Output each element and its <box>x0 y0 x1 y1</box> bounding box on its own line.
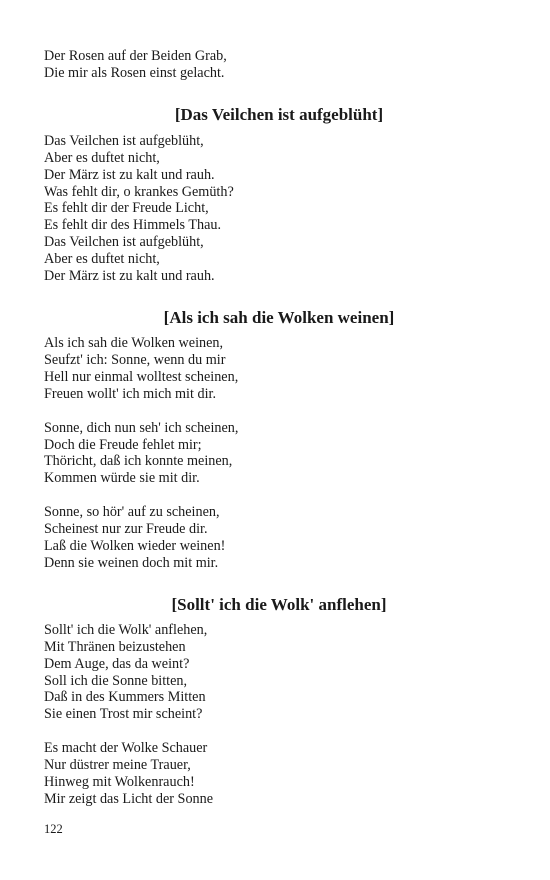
verse-line: Hell nur einmal wolltest scheinen, <box>44 368 239 385</box>
verse-line: Die mir als Rosen einst gelacht. <box>44 64 225 81</box>
stanza <box>44 740 514 808</box>
stanza <box>44 622 514 723</box>
verse-line: Das Veilchen ist aufgeblüht, <box>44 132 204 149</box>
verse-line: Freuen wollt' ich mich mit dir. <box>44 385 216 402</box>
verse-line: Nur düstrer meine Trauer, <box>44 757 191 774</box>
verse-line: Daß in des Kummers Mitten <box>44 689 206 706</box>
stanza <box>44 504 514 572</box>
poem-wolken-weinen <box>44 307 514 572</box>
stanza <box>44 335 514 403</box>
verse-line: Sie einen Trost mir scheint? <box>44 706 203 723</box>
verse-line: Doch die Freude fehlet mir; <box>44 436 202 453</box>
verse-line: Mit Thränen beizustehen <box>44 638 186 655</box>
verse-line: Kommen würde sie mit dir. <box>44 470 200 487</box>
verse-line: Dem Auge, das da weint? <box>44 655 190 672</box>
verse-line: Als ich sah die Wolken weinen, <box>44 334 224 351</box>
stanza <box>44 420 514 488</box>
verse-line: Aber es duftet nicht, <box>44 149 160 166</box>
verse-line: Seufzt' ich: Sonne, wenn du mir <box>44 351 226 368</box>
stanza <box>44 133 514 285</box>
stanza <box>44 48 514 82</box>
verse-line: Der März ist zu kalt und rauh. <box>44 166 215 183</box>
page-body <box>44 48 514 808</box>
verse-line: Laß die Wolken wieder weinen! <box>44 538 226 555</box>
verse-line: Scheinest nur zur Freude dir. <box>44 521 208 538</box>
verse-line: Hinweg mit Wolkenrauch! <box>44 774 195 791</box>
verse-line: Aber es duftet nicht, <box>44 251 160 268</box>
verse-line: Denn sie weinen doch mit mir. <box>44 554 219 571</box>
verse-line: Es fehlt dir der Freude Licht, <box>44 200 209 217</box>
verse-line: Sonne, so hör' auf zu scheinen, <box>44 504 220 521</box>
poem-wolk-anflehen <box>44 594 514 808</box>
poem-title: [Als ich sah die Wolken weinen] <box>163 307 395 327</box>
verse-line: Sollt' ich die Wolk' anflehen, <box>44 621 208 638</box>
verse-line: Es fehlt dir des Himmels Thau. <box>44 217 222 234</box>
verse-line: Es macht der Wolke Schauer <box>44 740 208 757</box>
verse-line: Soll ich die Sonne bitten, <box>44 672 188 689</box>
verse-line: Mir zeigt das Licht der Sonne <box>44 791 214 807</box>
verse-line: Was fehlt dir, o krankes Gemüth? <box>44 183 234 200</box>
poem-continuation <box>44 48 514 82</box>
page-number: 122 <box>44 822 63 836</box>
verse-line: Das Veilchen ist aufgeblüht, <box>44 234 204 251</box>
verse-line: Der März ist zu kalt und rauh. <box>44 268 215 285</box>
poem-veilchen <box>44 104 514 285</box>
verse-line: Der Rosen auf der Beiden Grab, <box>44 48 227 64</box>
verse-line: Thöricht, daß ich konnte meinen, <box>44 453 233 470</box>
verse-line: Sonne, dich nun seh' ich scheinen, <box>44 419 239 436</box>
poem-title: [Sollt' ich die Wolk' anflehen] <box>171 594 387 614</box>
poem-title: [Das Veilchen ist aufgeblüht] <box>174 104 384 124</box>
